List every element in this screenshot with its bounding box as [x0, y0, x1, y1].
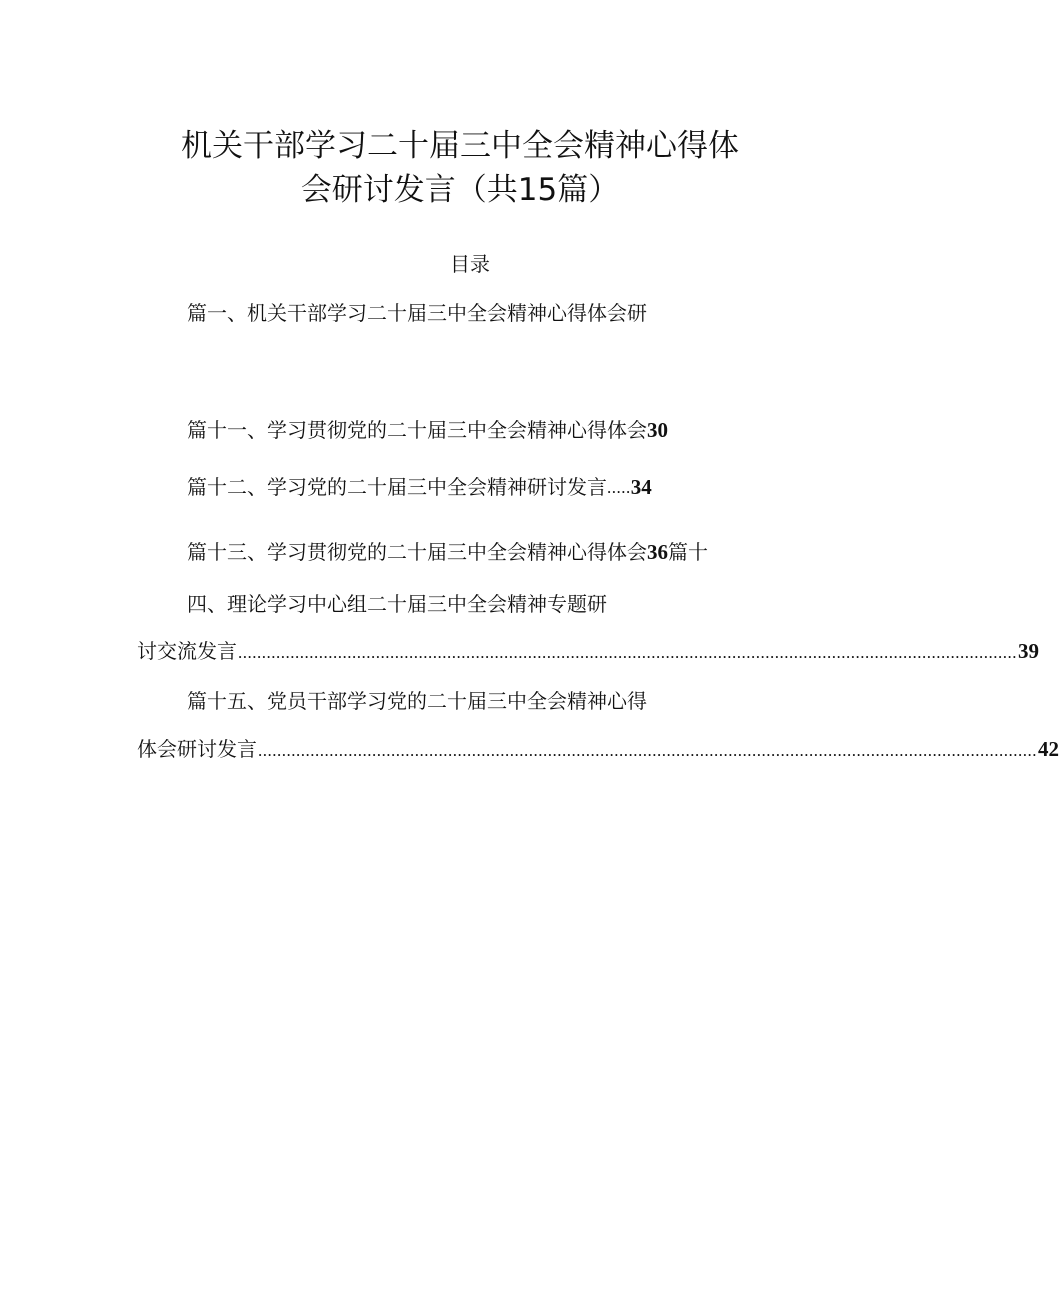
toc-heading: 目录: [450, 252, 490, 276]
toc-page-number: 39: [1018, 639, 1039, 663]
toc-entry-text: 篇十五、党员干部学习党的二十届三中全会精神心得: [187, 689, 647, 713]
toc-entry-text: 篇十一、学习贯彻党的二十届三中全会精神心得体会: [187, 418, 647, 442]
toc-dot-leader: .....: [607, 478, 631, 497]
toc-entry-text: 篇十二、学习党的二十届三中全会精神研讨发言: [187, 475, 607, 499]
toc-entry-1[interactable]: [187, 299, 647, 327]
toc-entry-5[interactable]: [187, 590, 607, 618]
toc-entry-8[interactable]: [137, 735, 1059, 765]
toc-page-number: 34: [630, 475, 652, 499]
toc-entry-3[interactable]: [187, 473, 652, 502]
toc-entry-continuation: 篇十: [668, 540, 708, 564]
toc-entry-6[interactable]: [137, 637, 1039, 667]
toc-entry-text: 体会研讨发言: [137, 737, 257, 761]
toc-entry-4[interactable]: [187, 538, 708, 566]
toc-entry-text: 篇一、机关干部学习二十届三中全会精神心得体会研: [187, 301, 647, 325]
toc-dot-leader: ....................................................................................................................................................................: [258, 741, 1037, 760]
toc-entry-text: 四、理论学习中心组二十届三中全会精神专题研: [187, 592, 607, 616]
toc-dot-leader: ....................................................................................................................................................................: [238, 643, 1017, 662]
toc-page-number: 42: [1038, 737, 1059, 761]
document-title-line-2: 会研讨发言（共15篇）: [300, 172, 620, 208]
toc-entry-text: 讨交流发言: [137, 639, 237, 663]
toc-entry-7[interactable]: [187, 687, 647, 715]
toc-entry-text: 篇十三、学习贯彻党的二十届三中全会精神心得体会: [187, 540, 647, 564]
toc-page-number: 36: [647, 540, 668, 564]
toc-page-number: 30: [647, 418, 668, 442]
document-title-line-1: 机关干部学习二十届三中全会精神心得体: [181, 128, 739, 164]
toc-entry-2[interactable]: [187, 416, 668, 444]
